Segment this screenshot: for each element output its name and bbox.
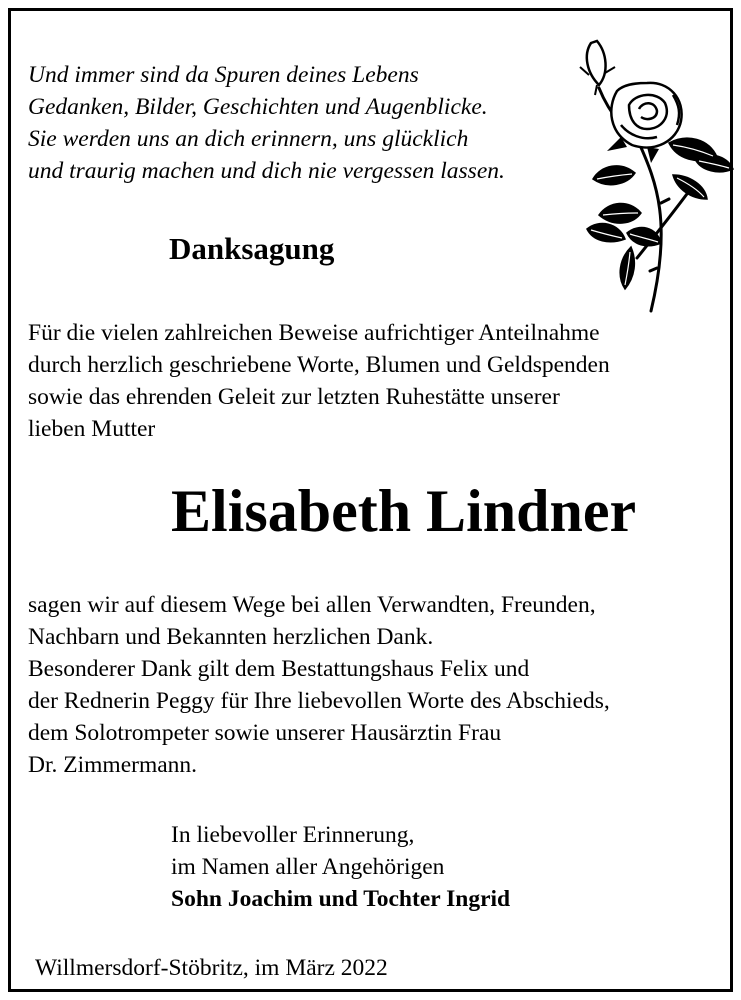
text-line: Für die vielen zahlreichen Beweise aufrichtiger Anteilnahme bbox=[28, 320, 600, 346]
thanks-paragraph bbox=[28, 589, 728, 781]
obituary-notice bbox=[8, 8, 733, 992]
intro-paragraph bbox=[28, 317, 728, 445]
text-line: sowie das ehrenden Geleit zur letzten Ruhestätte unserer bbox=[28, 384, 560, 410]
poem-line: Und immer sind da Spuren deines Lebens bbox=[28, 62, 419, 88]
rose-bloom bbox=[611, 83, 681, 148]
text-line: durch herzlich geschriebene Worte, Blumen und Geldspenden bbox=[28, 352, 610, 378]
closing-line: In liebevoller Erinnerung, bbox=[171, 822, 415, 848]
page-title: Danksagung bbox=[169, 231, 335, 266]
rose-bud bbox=[587, 41, 606, 85]
deceased-name: Elisabeth Lindner bbox=[171, 478, 637, 544]
place-date: Willmersdorf-Stöbritz, im März 2022 bbox=[35, 955, 388, 981]
text-line: Besonderer Dank gilt dem Bestattungshaus Felix und bbox=[28, 656, 530, 682]
closing-line: im Namen aller Angehörigen bbox=[171, 854, 445, 880]
text-line: dem Solotrompeter sowie unserer Hausärztin Frau bbox=[28, 720, 502, 746]
memorial-poem bbox=[28, 59, 628, 187]
rose-icon bbox=[577, 33, 737, 318]
poem-line: Gedanken, Bilder, Geschichten und Augenblicke. bbox=[28, 94, 488, 120]
text-line: sagen wir auf diesem Wege bei allen Verwandten, Freunden, bbox=[28, 592, 596, 618]
text-line: der Rednerin Peggy für Ihre liebevollen Worte des Abschieds, bbox=[28, 688, 610, 714]
text-line: Nachbarn und Bekannten herzlichen Dank. bbox=[28, 624, 434, 650]
text-line: Dr. Zimmermann. bbox=[28, 752, 198, 778]
text-line: lieben Mutter bbox=[28, 416, 156, 442]
signature: Sohn Joachim und Tochter Ingrid bbox=[171, 886, 511, 912]
poem-line: Sie werden uns an dich erinnern, uns glücklich bbox=[28, 126, 469, 152]
closing-block bbox=[171, 819, 510, 915]
poem-line: und traurig machen und dich nie vergessen lassen. bbox=[28, 158, 505, 184]
